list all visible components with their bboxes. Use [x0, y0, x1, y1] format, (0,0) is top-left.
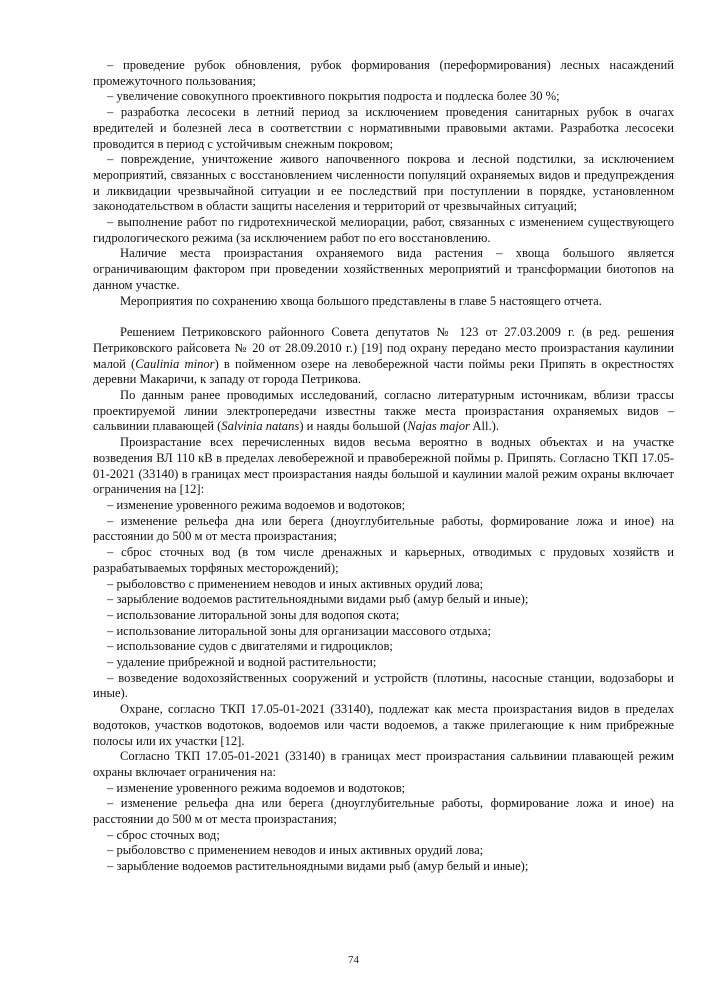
list-item: [93, 859, 674, 875]
list-item: [93, 592, 674, 608]
paragraph: [93, 749, 674, 780]
text-run: – сброс сточных вод (в том числе дренажных и карьерных, отводимых с прудовых хозяйств и разрабатываемых торфяных месторождений);: [93, 545, 674, 575]
text-run: – изменение рельефа дна или берега (дноуглубительные работы, формирование ложа и иное) на расстоянии до 500 м от места произрастания;: [93, 513, 674, 544]
paragraph: [93, 435, 674, 498]
document-body: [93, 58, 674, 875]
text-run: – использование литоральной зоны для водопоя скота;: [107, 607, 400, 622]
latin-name: Salvinia natans: [221, 419, 300, 434]
list-item: [93, 671, 674, 702]
list-item: [93, 514, 674, 545]
text-run: – использование судов с двигателями и гидроциклов;: [107, 639, 393, 654]
text-run: – зарыбление водоемов растительноядными видами рыб (амур белый и иные);: [107, 859, 529, 874]
text-run: По данным ранее проводимых исследований, согласно литературным источникам, вблизи трассы проектируемой линии электропередачи известны также места произрастания охраняемых видов – сальвинии плавающей (: [93, 388, 674, 434]
text-run: – изменение уровенного режима водоемов и водотоков;: [107, 497, 406, 512]
list-item: [93, 828, 674, 844]
paragraph: [93, 294, 674, 310]
list-item: [93, 89, 674, 105]
list-item: [93, 545, 674, 576]
paragraph: [93, 388, 674, 435]
text-run: Произрастание всех перечисленных видов весьма вероятно в водных объектах и на участке возведения ВЛ 110 кВ в пределах левобережной и правобережной поймы р. Припять. Согласно ТКП 17.05-01-2021 (33140) в границах мест произрастания наяды большой и каулинии малой режим охраны включает ограничения на [12]:: [93, 435, 674, 497]
paragraph: [93, 325, 674, 388]
text-run: – увеличение совокупного проективного покрытия подроста и подлеска более 30 %;: [107, 89, 560, 104]
text-run: ) в пойменном озере на левобережной части поймы реки Припять в окрестностях деревни Макаричи, к западу от города Петрикова.: [93, 356, 675, 387]
text-run: – выполнение работ по гидротехнической мелиорации, работ, связанных с изменением существующего гидрологического режима (за исключением работ по его восстановлению.: [93, 215, 674, 245]
list-item: [93, 781, 674, 797]
list-item: [93, 796, 674, 827]
text-run: – разработка лесосеки в летний период за исключением проведения санитарных рубок в очагах вредителей и болезней леса в соответствии с нормативными правовыми актами. Разработка лесосеки проводится в период с устойчивым снежным покровом;: [93, 105, 674, 151]
list-item: [93, 498, 674, 514]
text-run: – проведение рубок обновления, рубок формирования (переформирования) лесных насаждений промежуточного пользования;: [93, 58, 674, 88]
paragraph: [93, 702, 674, 749]
list-item: [93, 639, 674, 655]
text-run: – возведение водохозяйственных сооружений и устройств (плотины, насосные станции, водозаборы и иные).: [93, 670, 674, 701]
list-item: [93, 152, 674, 215]
list-item: [93, 215, 674, 246]
text-run: Мероприятия по сохранению хвоща большого представлены в главе 5 настоящего отчета.: [120, 293, 602, 308]
paragraph-gap: [93, 309, 674, 325]
list-item: [93, 58, 674, 89]
list-item: [93, 624, 674, 640]
text-run: – изменение рельефа дна или берега (дноуглубительные работы, формирование ложа и иное) на расстоянии до 500 м от места произрастания;: [93, 796, 674, 827]
text-run: – рыболовство с применением неводов и иных активных орудий лова;: [107, 843, 484, 858]
text-run: – зарыбление водоемов растительноядными видами рыб (амур белый и иные);: [107, 592, 529, 607]
paragraph: [93, 246, 674, 293]
page-number: 74: [348, 954, 359, 966]
text-run: Наличие места произрастания охраняемого вида растения – хвоща большого является ограничивающим фактором при проведении хозяйственных мероприятий и трансформации биотопов на данном участке.: [93, 246, 674, 292]
text-run: Охране, согласно ТКП 17.05-01-2021 (33140), подлежат как места произрастания видов в пределах водотоков, участков водотоков, водоемов или части водоемов, а также прилегающие к ним прибрежные полосы или их участки [12].: [93, 702, 674, 748]
text-run: Согласно ТКП 17.05-01-2021 (33140) в границах мест произрастания сальвинии плавающей режим охраны включает ограничения на:: [93, 749, 674, 779]
list-item: [93, 577, 674, 593]
list-item: [93, 843, 674, 859]
latin-name: Najas major: [407, 419, 470, 434]
text-run: – рыболовство с применением неводов и иных активных орудий лова;: [107, 576, 484, 591]
list-item: [93, 655, 674, 671]
latin-name: Caulinia minor: [135, 356, 215, 371]
text-run: – изменение уровенного режима водоемов и водотоков;: [107, 780, 406, 795]
text-run: – удаление прибрежной и водной растительности;: [107, 655, 377, 670]
text-run: – использование литоральной зоны для организации массового отдыха;: [107, 623, 491, 638]
text-run: Решением Петриковского районного Совета депутатов № 123 от 27.03.2009 г. (в ред. решения Петриковского райсовета № 20 от 28.09.2010 г.) [19] под охрану передано место произрастания каулинии малой (: [93, 325, 674, 371]
text-run: All.).: [469, 419, 500, 434]
text-run: ) и наяды большой (: [299, 419, 408, 434]
text-run: – сброс сточных вод;: [107, 827, 220, 842]
list-item: [93, 105, 674, 152]
list-item: [93, 608, 674, 624]
text-run: – повреждение, уничтожение живого напочвенного покрова и лесной подстилки, за исключением мероприятий, связанных с восстановлением численности популяций охраняемых видов и предупреждения и ликвидации чрезвычайной ситуации и ее последствий при поступлении в порядке, установленном законодательством в области защиты населения и территорий от чрезвычайных ситуаций;: [93, 152, 674, 214]
